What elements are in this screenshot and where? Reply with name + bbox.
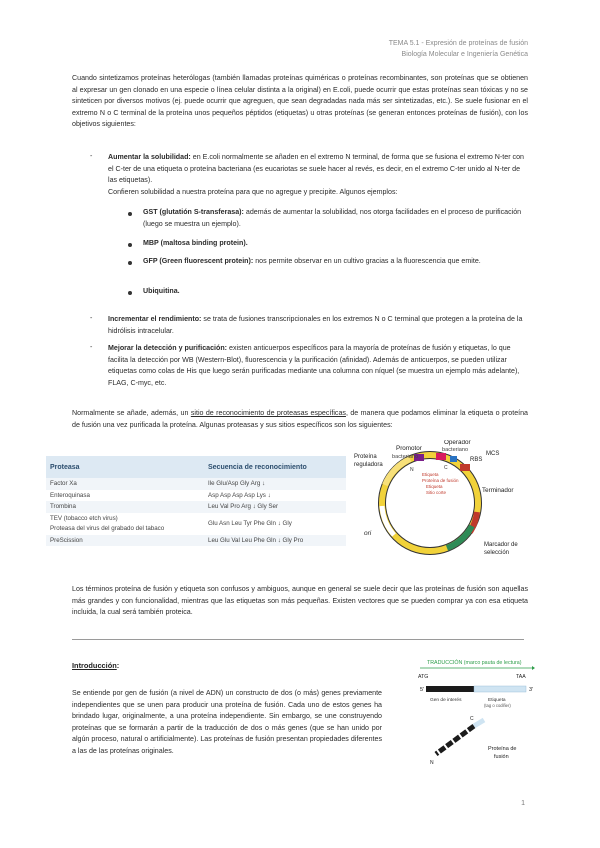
- plasmid-inner-label: Proteína de fusión: [422, 478, 459, 483]
- objective-text: en E.coli normalmente se añaden en el extremo N terminal, de forma que se fusiona el extremo N-ter con el C-ter de una etiqueta o proteína bacteriana (es eucariotas se suele hacer al revés, es decir, en el extremo C-ter unido al N-ter de las etiquetas).: [108, 153, 524, 185]
- section-title: Introducción:: [72, 661, 120, 670]
- protease-sequence: Glu Asn Leu Tyr Phe Gln ↓ Gly: [208, 519, 292, 527]
- column-header: Secuencia de reconocimiento: [204, 456, 346, 478]
- objective-detection: Mejorar la detección y purificación: existen anticuerpos específicos para la mayoría de proteínas de fusión y etiquetas, lo que facilita la detección por WB (Western-Blot), fluorescencia y la purificación (afinidad). Además de anticuerpos, se pueden utilizar etiquetas como colas de His que luego serán purificadas mediante una columna con níquel (se muestra un ejemplo más adelante), FLAG, C-myc, etc.: [108, 344, 520, 387]
- plasmid-letter-c: C: [444, 465, 448, 471]
- label-promotor-2: bacteriano: [392, 454, 419, 460]
- bullet-dot: [128, 212, 132, 216]
- label-proteina-reguladora: Proteína: [354, 454, 377, 460]
- page-number: 1: [521, 800, 525, 807]
- label-atg: ATG: [418, 674, 429, 680]
- label-rbs: RBS: [470, 457, 483, 463]
- fusion-protein-tag: [474, 720, 484, 726]
- protease-sequence: Asp Asp Asp Asp Lys ↓: [208, 491, 271, 499]
- bullet-dash: -: [90, 343, 93, 351]
- protease-name: PreScission: [46, 535, 204, 547]
- bullet-dash: -: [90, 314, 93, 322]
- label-operador: Operador: [444, 440, 471, 446]
- label-promotor: Promotor: [396, 445, 422, 452]
- header-topic: TEMA 5.1 - Expresión de proteínas de fusión: [388, 40, 528, 47]
- plasmid-inner-label: Sitio corte: [426, 490, 447, 495]
- table-row: [46, 535, 346, 547]
- label-mcs: MCS: [486, 451, 500, 457]
- fusion-diagram-title: TRADUCCIÓN (marco pauta de lectura): [427, 660, 522, 666]
- objective-text-2: Confieren solubilidad a nuestra proteína para que no agregue y precipite. Algunos ejemplos:: [108, 187, 398, 196]
- table-row: [46, 513, 346, 535]
- table-row: [46, 478, 346, 490]
- bullet-dot: [128, 243, 132, 247]
- objective-yield: Incrementar el rendimiento: se trata de fusiones transcripcionales en los extremos N o C terminal que protegen a la proteína de la hidrólisis intracelular.: [108, 315, 523, 335]
- operator-box: [436, 453, 446, 460]
- fusion-protein-chain: [436, 726, 474, 754]
- bullet-dot: [128, 291, 132, 295]
- protease-table: [46, 456, 346, 546]
- example-gst: GST (glutatión S-transferasa): además de aumentar la solubilidad, nos otorga facilidades en el proceso de purificación (luego se muestra un ejemplo).: [143, 208, 522, 228]
- label-tag-codifier: (tag o codifier): [484, 703, 511, 708]
- section-divider: [72, 639, 524, 640]
- gene-of-interest-bar: [426, 686, 474, 692]
- terms-paragraph: Los términos proteína de fusión y etiqueta son confusos y ambiguos, aunque en general se suele decir que las proteínas de fusión son aquellas más grandes y con funcionalidad, mientras que las etiquetas son más pequeñas. Existen vectores que se pueden comprar ya con esa etiqueta incluida, la cual será también proteica.: [72, 585, 528, 617]
- plasmid-diagram: [352, 440, 532, 575]
- objective-lead: Aumentar la solubilidad:: [108, 153, 191, 161]
- label-marcador: Marcador de: [484, 542, 518, 548]
- fusion-gene-diagram: [410, 658, 535, 773]
- plasmid-letter-n: N: [410, 467, 414, 473]
- protease-name: Trombina: [46, 501, 204, 513]
- protease-link-text: sitio de reconocimiento de proteasas específicas: [190, 409, 346, 417]
- label-proteina-reguladora-2: reguladora: [354, 462, 383, 468]
- example-ubiquitina: Ubiquitina.: [143, 287, 180, 295]
- protease-sequence: Ile Glu/Asp Gly Arg ↓: [204, 478, 346, 490]
- bullet-dash: -: [90, 152, 93, 160]
- example-mbp: MBP (maltosa binding protein).: [143, 239, 248, 247]
- label-operador-2: bacteriano: [442, 447, 469, 453]
- protease-name: Enteroquinasa: [50, 491, 90, 499]
- protease-name: Factor Xa: [46, 478, 204, 490]
- table-row: [46, 501, 346, 513]
- label-n-terminal: N: [430, 760, 434, 766]
- protease-paragraph: Normalmente se añade, además, un sitio de reconocimiento de proteasas específicas, de manera que podamos eliminar la etiqueta o proteína de fusión una vez purificada la proteína. Algunas proteasas y sus sitios específicos son los siguientes:: [72, 409, 529, 429]
- label-taa: TAA: [516, 674, 526, 680]
- label-terminador: Terminador: [482, 487, 514, 494]
- translation-arrowhead: [532, 666, 535, 670]
- column-header: Proteasa: [46, 456, 204, 478]
- label-marcador-2: selección: [484, 550, 510, 556]
- bullet-dot: [128, 261, 132, 265]
- table-header-row: [46, 456, 346, 478]
- label-gen-interes: Gen de interés: [430, 698, 462, 703]
- objective-solubility: [108, 152, 528, 198]
- protease-name: TEV (tobacco etch virus) Proteasa del virus del grabado del tabaco: [50, 515, 165, 532]
- protease-sequence: Leu Val Pro Arg ↓ Gly Ser: [204, 501, 346, 513]
- plasmid-inner-label: Etiqueta: [426, 484, 443, 489]
- label-proteina: Proteína de: [488, 746, 517, 752]
- plasmid-inner-label: Etiqueta: [422, 472, 439, 477]
- label-fusion: fusión: [494, 754, 509, 760]
- mcs-box: [460, 464, 470, 471]
- tag-bar: [474, 686, 526, 692]
- label-5-prime: 5': [420, 687, 425, 693]
- page-header: [389, 38, 528, 60]
- header-course: Biología Molecular e Ingeniería Genética: [401, 51, 528, 58]
- example-gfp: GFP (Green fluorescent protein): nos permite observar en un cultivo gracias a la fluorescencia que emite.: [143, 257, 481, 265]
- protease-sequence: Leu Glu Val Leu Phe Gln ↓ Gly Pro: [204, 535, 346, 547]
- label-ori: ori: [364, 530, 372, 537]
- label-etiqueta: Etiqueta: [488, 698, 506, 703]
- label-c-terminal: C: [470, 716, 474, 722]
- introduccion-paragraph: Se entiende por gen de fusión (a nivel de ADN) un constructo de dos (o más) genes previamente independientes que se unen para producir una proteína de fusión. Cada uno de estos genes ha brindado lugar, originalmente, a una proteína independiente. Sin embargo, se une construyendo proteínas que se formarán a partir de la traducción de dos o más genes (que se han unido por algún proceso, natural o artificialmente). Las proteínas de fusión presentan propiedades diferentes a las de las proteínas originales.: [72, 689, 382, 755]
- label-3-prime: 3': [529, 687, 534, 693]
- intro-paragraph: Cuando sintetizamos proteínas heterólogas (también llamadas proteínas quiméricas o proteínas recombinantes, son proteínas que se obtienen al expresar un gen clonado en una especie o línea celular distinta a la original) en E.coli, puede ocurrir que estas proteínas sean tóxicas y no se sinteticen por diversos motivos (ej. puede ocurrir que agreguen, que sean degradadas nada más ser sintetizadas, etc.). Se suele fusionar en el extremo N o C terminal de la proteína unos pequeños péptidos (etiquetas) u otras proteínas (se generan entonces proteínas de fusión), con los objetivos siguientes:: [72, 74, 528, 129]
- rbs-box: [450, 456, 457, 462]
- table-row: [46, 490, 346, 502]
